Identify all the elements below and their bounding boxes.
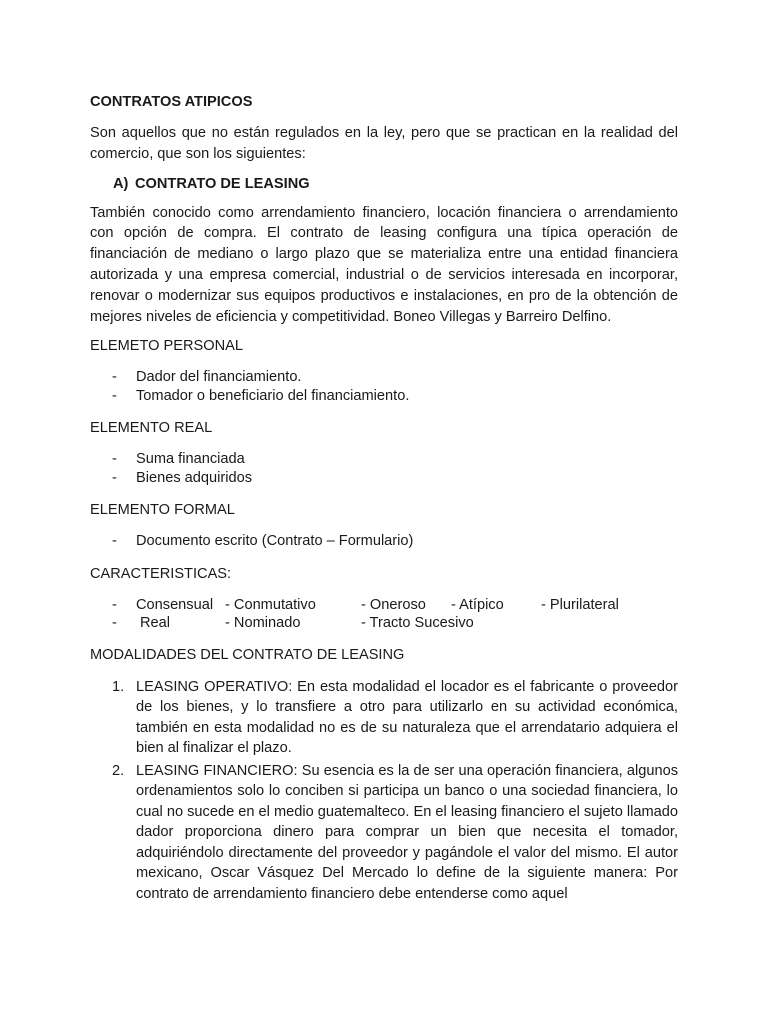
modalidades-heading: MODALIDADES DEL CONTRATO DE LEASING xyxy=(90,646,405,663)
elemento-personal-list xyxy=(90,368,678,405)
caracteristica-item: - Conmutativo xyxy=(225,596,316,613)
subheading-text: CONTRATO DE LEASING xyxy=(135,175,310,192)
caracteristica-item: - Plurilateral xyxy=(541,596,619,613)
elemento-formal-list xyxy=(90,532,678,551)
caracteristica-item: - Tracto Sucesivo xyxy=(361,615,474,632)
elemento-formal-heading: ELEMENTO FORMAL xyxy=(90,502,235,519)
leasing-paragraph: También conocido como arrendamiento financiero, locación financiera o arrendamiento con opción de compra. El contrato de leasing configura una típica operación de financiación de mediano o largo plazo que se materializa entre una entidad financiera autorizada y una empresa comercial, industrial o de servicios interesada en incorporar, renovar o modernizar sus equipos productivos e instalaciones, en pro de la obtención de mejores niveles de eficiencia y competitividad. Boneo Villegas y Barreiro Delfino. xyxy=(90,204,678,325)
leasing-subheading xyxy=(113,174,678,194)
elemento-personal-heading: ELEMETO PERSONAL xyxy=(90,338,244,355)
elemento-real-list xyxy=(90,450,678,487)
caracteristicas-table xyxy=(90,596,678,633)
caracteristicas-row: - Consensual - Conmutativo - Oneroso - Atípico - Plurilateral xyxy=(112,596,619,613)
caracteristicas-heading: CARACTERISTICAS: xyxy=(90,565,232,582)
caracteristica-item: Consensual xyxy=(136,596,214,613)
list-item: 1. LEASING OPERATIVO: En esta modalidad el locador es el fabricante o proveedor de los bienes, y lo transfiere a otro para utilizarlo en su actividad económica, también en esta modalidad no es de su naturaleza que el arrendatario adquiera el bien al finalizar el plazo. xyxy=(112,678,678,757)
caracteristica-item: - Atípico xyxy=(451,596,504,613)
document-title: CONTRATOS ATIPICOS xyxy=(90,94,253,110)
list-item: - Bienes adquiridos xyxy=(112,469,253,486)
caracteristica-item: - Oneroso xyxy=(361,596,426,613)
caracteristicas-row: - Real - Nominado - Tracto Sucesivo xyxy=(112,615,474,632)
list-item: - Documento escrito (Contrato – Formulario) xyxy=(112,533,414,550)
caracteristica-item: - Nominado xyxy=(225,615,301,632)
list-item: - Suma financiada xyxy=(112,451,245,468)
list-item: - Dador del financiamiento. xyxy=(112,369,302,386)
list-item: - Tomador o beneficiario del financiamiento. xyxy=(112,387,410,404)
document-page xyxy=(90,93,678,906)
elemento-real-heading: ELEMENTO REAL xyxy=(90,420,213,437)
modalidades-list xyxy=(90,677,678,905)
intro-paragraph: Son aquellos que no están regulados en la ley, pero que se practican en la realidad del comercio, que son los siguientes: xyxy=(90,125,678,162)
subheading-marker: A) xyxy=(113,175,129,192)
caracteristica-item: Real xyxy=(140,615,171,632)
list-item: 2. LEASING FINANCIERO: Su esencia es la de ser una operación financiera, algunos ordenamientos solo lo conciben si participa un banco o una sociedad financiera, lo cual no sucede en el medio guatemalteco. En el leasing financiero el sujeto llamado dador proporciona dinero para comprar un bien que necesita el tomador, adquiriéndolo directamente del proveedor y pagándole el valor del mismo. El autor mexicano, Oscar Vásquez Del Mercado lo define de la siguiente manera: Por contrato de arrendamiento financiero debe entenderse como aquel xyxy=(112,762,678,902)
